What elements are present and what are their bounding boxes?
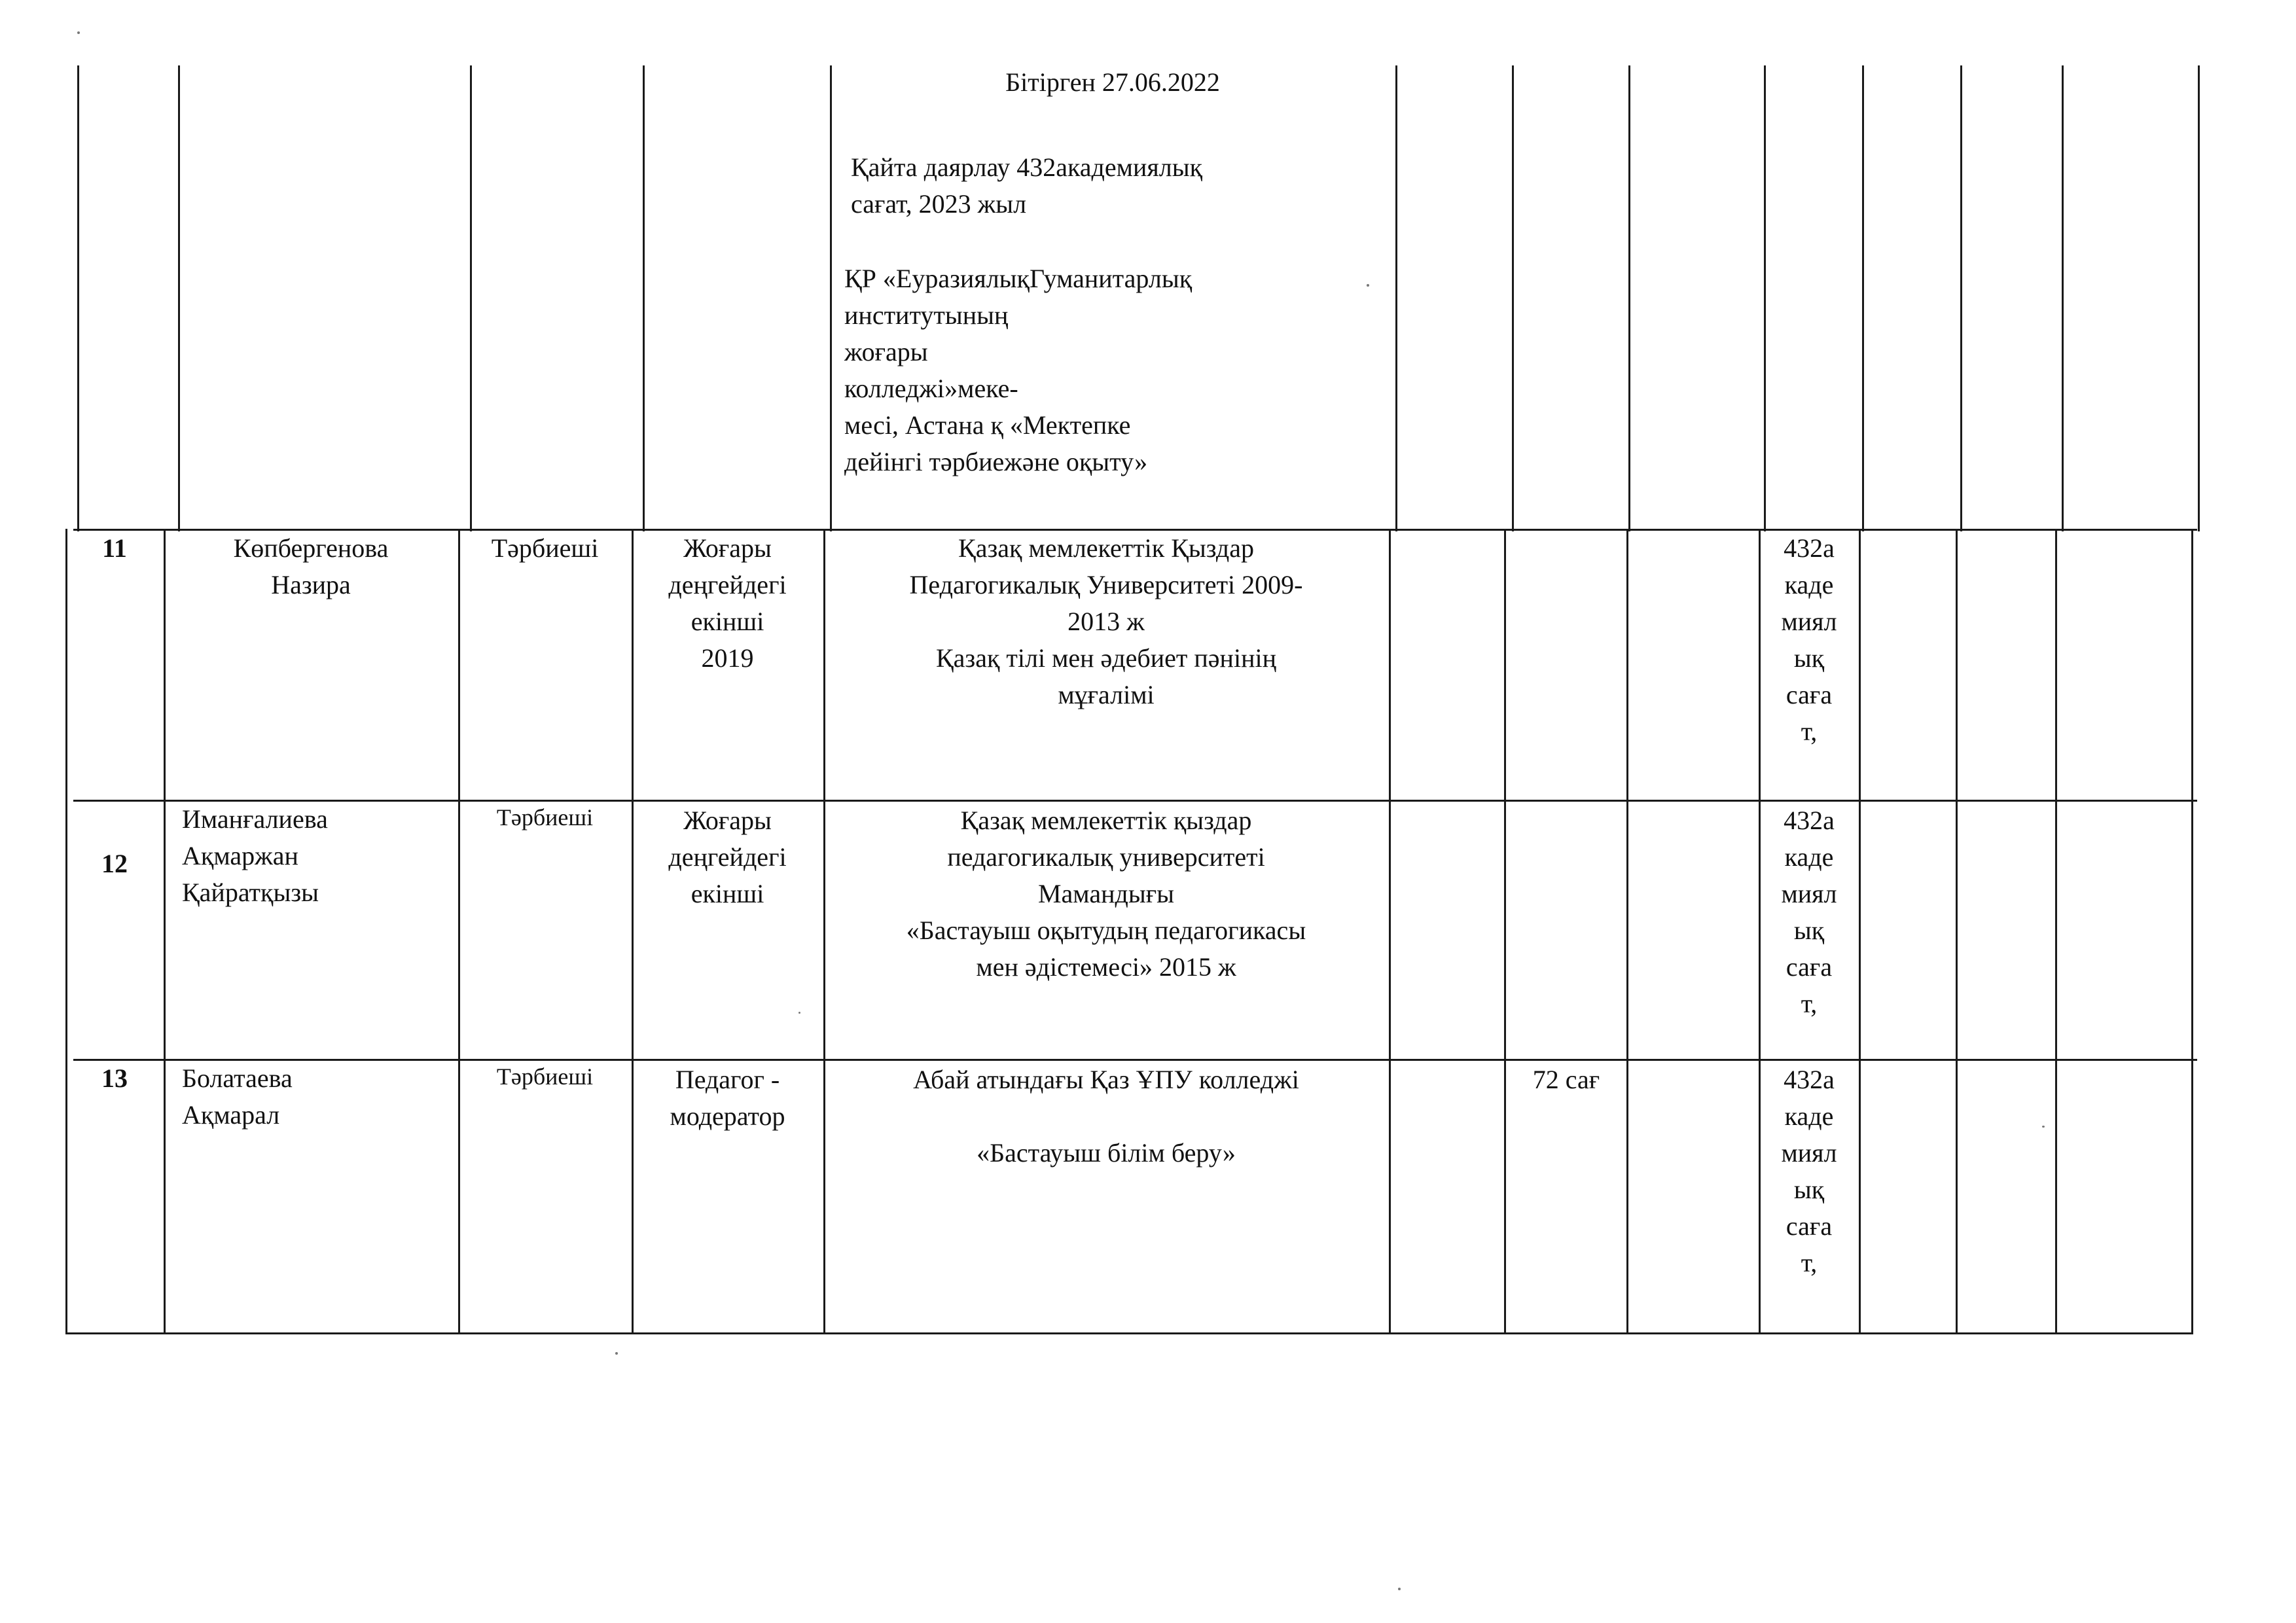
course-hours: 72 сағ: [1532, 1065, 1600, 1094]
scan-speck: [798, 1012, 800, 1014]
col-line: [1956, 529, 1958, 1334]
col-line: [1862, 65, 1864, 531]
academic-hours: 432а каде миял ық саға т,: [1781, 1065, 1837, 1277]
education-details: Қазақ мемлекеттік Қыздар Педагогикалық Университеті 2009- 2013 ж Қазақ тілі мен әдебиет пәнінің мұғалімі: [909, 533, 1303, 709]
scan-speck: [2042, 1126, 2045, 1128]
col-line: [1389, 529, 1391, 1334]
col-line: [2191, 529, 2193, 1334]
col-line: [1626, 529, 1628, 1334]
row-number: 11: [102, 533, 127, 563]
col-line: [1764, 65, 1766, 531]
continuation-retraining: Қайта даярлау 432академиялық сағат, 2023 жыл: [851, 152, 1203, 219]
employee-position: Тәрбиеші: [496, 804, 594, 830]
col-line: [643, 65, 645, 531]
col-line: [823, 529, 825, 1334]
employee-name: Көпбергенова Назира: [233, 533, 389, 599]
scan-speck: [1367, 284, 1369, 287]
scan-speck: [77, 31, 80, 34]
education-details: Қазақ мемлекеттік қыздар педагогикалық университеті Мамандығы «Бастауыш оқытудың педагогикасы мен әдістемесі» 2015 ж: [906, 806, 1306, 982]
academic-hours: 432а каде миял ық саға т,: [1781, 533, 1837, 746]
employee-position: Тәрбиеші: [491, 533, 599, 563]
qualification-category: Педагог - модератор: [670, 1065, 785, 1131]
col-line: [1960, 65, 1962, 531]
continuation-institute: ҚР «ЕуразиялықГуманитарлық институтының жоғары колледжі»меке- месі, Астана қ «Мектепке дейінгі тәрбиежәне оқыту»: [844, 264, 1193, 476]
col-line: [2055, 529, 2057, 1334]
col-line: [1395, 65, 1397, 531]
col-line: [77, 65, 79, 531]
row-number: 13: [101, 1063, 128, 1093]
education-details: Абай атындағы Қаз ҰПУ колледжі «Бастауыш білім беру»: [913, 1065, 1299, 1168]
col-line: [470, 65, 472, 531]
employee-name: Болатаева Ақмарал: [182, 1063, 293, 1130]
col-line: [164, 529, 166, 1334]
continuation-graduated: Бітірген 27.06.2022: [1005, 67, 1220, 97]
col-line: [1504, 529, 1506, 1334]
employee-name: Иманғалиева Ақмаржан Қайратқызы: [182, 804, 328, 907]
col-line: [458, 529, 460, 1334]
col-line: [1628, 65, 1630, 531]
scan-speck: [1398, 1588, 1401, 1590]
col-line: [830, 65, 832, 531]
scan-speck: [615, 1352, 618, 1355]
col-line: [65, 529, 67, 1334]
col-line: [1512, 65, 1514, 531]
col-line: [2198, 65, 2200, 531]
col-line: [1859, 529, 1861, 1334]
table-bottom-border: [65, 1332, 2191, 1334]
employee-position: Тәрбиеші: [496, 1063, 594, 1090]
col-line: [178, 65, 180, 531]
qualification-category: Жоғары деңгейдегі екінші 2019: [668, 533, 787, 673]
row-number: 12: [101, 849, 128, 878]
col-line: [2062, 65, 2064, 531]
col-line: [632, 529, 634, 1334]
qualification-category: Жоғары деңгейдегі екінші: [668, 806, 787, 908]
academic-hours: 432а каде миял ық саға т,: [1781, 806, 1837, 1018]
